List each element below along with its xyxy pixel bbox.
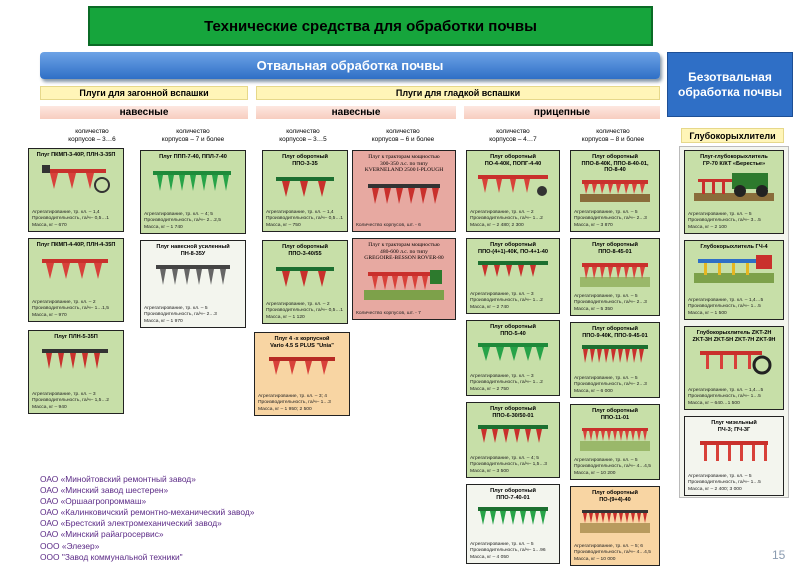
product-specs: Агрегатирование, тр. кл. – 5 Производительность, га/ч– 2…3 Масса, кг – 3 870 (574, 209, 647, 228)
loosener-image (696, 435, 772, 465)
product-card[interactable] (466, 402, 560, 478)
product-card[interactable] (684, 240, 784, 320)
product-title: Плуг оборотный ППО-(4+1)-40К, ПО-4+1-40 (478, 242, 548, 255)
plough-image (476, 169, 550, 199)
product-card[interactable] (684, 150, 784, 234)
product-card[interactable] (352, 150, 456, 232)
product-specs: Агрегатирование, тр. кл. – 2 Производительность, га/ч– 1…2 Масса, кг – 2 480; 2 300 (470, 209, 543, 228)
product-title: Глубокорыхлитель ГЧ-4 (700, 244, 768, 250)
product-card[interactable] (352, 238, 456, 320)
product-title: Плуг к тракторам мощностью 480-600 л.с. по типу GREGOIRE-BESSON ROVER-80 (364, 242, 444, 262)
smooth-plough-label: Плуги для гладкой вспашки (256, 86, 660, 100)
manufacturer-list (40, 474, 280, 563)
product-specs: Агрегатирование, тр. кл. – 5 Производительность, га/ч– 3…5 Масса, кг – 2 100 (688, 211, 761, 230)
product-card[interactable] (570, 238, 660, 316)
product-card[interactable] (466, 484, 560, 564)
product-card[interactable] (570, 486, 660, 566)
product-card[interactable] (466, 320, 560, 396)
product-card[interactable] (140, 150, 246, 234)
mounted-label-2: навесные (256, 106, 456, 119)
product-card[interactable] (28, 238, 124, 322)
product-title: Плуг чизельный ПЧ-3; ПЧ-3Г (711, 420, 757, 433)
plough-image (40, 251, 112, 285)
manufacturer-item: ООО «Элезер» (40, 540, 100, 551)
count-label-2: количество корпусов – 7 и более (161, 128, 225, 143)
product-card[interactable] (262, 240, 348, 324)
plough-image (476, 257, 550, 281)
plough-image (580, 341, 650, 367)
product-card[interactable] (28, 148, 124, 232)
product-title: Плуг оборотный ППО-5-40 (490, 324, 536, 337)
page-number: 15 (772, 548, 786, 562)
deep-loosener-label: Глубокорыхлители (681, 128, 784, 143)
product-title: Плуг оборотный ПО-4-40К, ПОПГ-4-40 (484, 154, 542, 167)
product-card[interactable] (466, 238, 560, 314)
product-card[interactable] (570, 150, 660, 232)
manufacturer-item: ОАО «Калинковичский ремонтно-механический завод» (40, 507, 255, 518)
plough-image (364, 264, 444, 300)
plough-image (580, 257, 650, 287)
product-specs: Агрегатирование, тр. кл. – 1,4…5 Производительность, га/ч– 1…5 Масса, кг – 1 500 (688, 297, 764, 316)
count-label-1: количество корпусов – 3…6 (68, 128, 116, 143)
plough-image (40, 343, 112, 375)
product-specs: Количество корпусов, шт. - 7 (356, 310, 421, 316)
product-title: Плуг оборотный ППО-11-01 (592, 408, 638, 421)
product-specs: Агрегатирование, тр. кл. – 1,4 Производительность, га/ч– 0,5…1 Масса, кг – 750 (266, 209, 343, 228)
product-specs: Агрегатирование, тр. кл. – 5 Производительность, га/ч– 1…96 Масса, кг – 4 050 (470, 541, 546, 560)
manufacturer-item: ООО "Завод коммунальной техники" (40, 551, 183, 562)
plough-image (580, 176, 650, 202)
zagon-plough-label: Плуги для загонной вспашки (40, 86, 248, 100)
product-title: Плуг ПКМП-3-40Р, ПЛН-3-35П (36, 152, 116, 158)
product-specs: Агрегатирование, тр. кл. – 3 Производительность, га/ч– 1,5…2 Масса, кг – 940 (32, 391, 109, 410)
product-card[interactable] (254, 332, 350, 416)
product-title: Плуг оборотный ППО-3-35 (282, 154, 328, 167)
product-card[interactable] (262, 150, 348, 232)
plough-image (476, 339, 550, 365)
plough-image (580, 423, 650, 451)
product-card[interactable] (684, 416, 784, 496)
product-title: Плуг оборотный ППО-9-40К, ППО-9-45-01 (582, 326, 648, 339)
plough-image (40, 161, 112, 195)
product-title: Плуг к тракторам мощностью 300-350 л.с. по типу KVERNELAND 2500 I-PLOUGH (364, 154, 444, 174)
product-specs: Агрегатирование, тр. кл. – 1,4 Производительность, га/ч– 0,5…1 Масса, кг – 670 (32, 209, 109, 228)
plough-image (580, 505, 650, 533)
product-specs: Агрегатирование, тр. кл. – 2 Производительность, га/ч– 0,5…1 Масса, кг – 1 120 (266, 301, 343, 320)
moldboardless-header: Безотвальная обработка почвы (667, 52, 793, 117)
plough-image (152, 259, 234, 293)
product-title: Плуг ПКМП-4-40Р, ПЛН-4-35П (36, 242, 116, 248)
product-title: Плуг-глубокорыхлитель ГР-70 К/КТ «Берестье» (700, 154, 768, 167)
product-specs: Агрегатирование, тр. кл. – 3 Производительность, га/ч– 1…2 Масса, кг – 2 750 (470, 373, 543, 392)
manufacturer-item: ОАО «Брестский электромеханический завод» (40, 518, 222, 529)
count-label-5: количество корпусов – 4…7 (489, 128, 537, 143)
product-card[interactable] (466, 150, 560, 232)
product-card[interactable] (684, 326, 784, 410)
manufacturer-item: ОАО «Минский райагросервис» (40, 529, 164, 540)
plough-image (272, 259, 338, 293)
product-title: Плуг оборотный ППО-7-40-01 (490, 488, 536, 501)
count-label-6: количество корпусов – 8 и более (581, 128, 645, 143)
page-title: Технические средства для обработки почвы (88, 6, 653, 46)
plough-image (476, 421, 550, 447)
product-title: Плуг оборотный ППО-8-40К, ППО-8-40-01, ПО-8-40 (581, 154, 649, 174)
product-specs: Агрегатирование, тр. кл. – 4; 5 Производительность, га/ч– 1,5…3 Масса, кг – 3 500 (470, 455, 547, 474)
product-specs: Агрегатирование, тр. кл. – 1,4…5 Производительность, га/ч– 1…5 Масса, кг – 640…1 500 (688, 387, 764, 406)
plough-image (272, 169, 338, 203)
plough-image (476, 503, 550, 529)
plough-image (151, 163, 235, 199)
product-specs: Агрегатирование, тр. кл. – 3; 4 Производительность, га/ч– 1…3 Масса, кг – 1 950; 2 500 (258, 393, 331, 412)
manufacturer-item: ОАО «Минский завод шестерен» (40, 485, 169, 496)
product-title: Плуг 4 -х корпусной Vario 4.5 S PLUS "Unia" (270, 336, 334, 349)
product-card[interactable] (140, 240, 246, 328)
count-label-4: количество корпусов – 6 и более (371, 128, 435, 143)
product-title: Плуг оборотный ПО-(9+4)-40 (592, 490, 638, 503)
product-title: Плуг навесной усиленный ПН-8-35У (156, 244, 230, 257)
mounted-label-1: навесные (40, 106, 248, 119)
product-specs: Агрегатирование, тр. кл. – 5; 6 Производительность, га/ч– 4…4,5 Масса, кг – 10 000 (574, 543, 651, 562)
product-specs: Агрегатирование, тр. кл. – 5 Производительность, га/ч– 4…4,5 Масса, кг – 10 200 (574, 457, 651, 476)
plough-image (364, 176, 444, 212)
count-label-3: количество корпусов – 3…5 (279, 128, 327, 143)
loosener-image (696, 345, 772, 375)
loosener-image (694, 253, 774, 283)
product-card[interactable] (28, 330, 124, 414)
product-title: Глубокорыхлитель ZKT-2Н ZKT-3Н ZKT-5Н ZKT-7Н ZKT-9Н (692, 330, 776, 343)
product-title: Плуг оборотный ППО-8-45-01 (592, 242, 638, 255)
trailed-label: прицепные (464, 106, 660, 119)
product-specs: Агрегатирование, тр. кл. – 5 Производительность, га/ч– 2…3 Масса, кг – 6 000 (574, 375, 647, 394)
product-title: Плуг оборотный ППО-6-30/50-01 (490, 406, 536, 419)
product-specs: Агрегатирование, тр. кл. – 5 Производительность, га/ч– 1…5 Масса, кг – 2 400; 3 000 (688, 473, 761, 492)
product-specs: Агрегатирование, тр. кл. – 5 Производительность, га/ч– 2…3 Масса, кг – 5 350 (574, 293, 647, 312)
product-specs: Агрегатирование, тр. кл. – 4; 5 Производительность, га/ч– 2…2,5 Масса, кг – 1 740 (144, 211, 221, 230)
product-specs: Количество корпусов, шт. - 6 (356, 222, 421, 228)
product-card[interactable] (570, 404, 660, 480)
plough-image (265, 351, 339, 381)
product-title: Плуг ППП-7-40, ППЛ-7-40 (159, 154, 227, 160)
manufacturer-item: ОАО «Минойтовский ремонтный завод» (40, 474, 196, 484)
product-card[interactable] (570, 322, 660, 398)
product-title: Плуг оборотный ППО-3-40/55 (282, 244, 328, 257)
manufacturer-item: ОАО «Оршаагропроммаш» (40, 496, 147, 507)
product-specs: Агрегатирование, тр. кл. – 2 Производительность, га/ч– 1…1,5 Масса, кг – 970 (32, 299, 109, 318)
product-title: Плуг ПЛН-5-35П (54, 334, 98, 340)
loosener-image (694, 169, 774, 201)
moldboard-header: Отвальная обработка почвы (40, 52, 660, 79)
product-specs: Агрегатирование, тр. кл. – 3 Производительность, га/ч– 1…2 Масса, кг – 2 740 (470, 291, 543, 310)
product-specs: Агрегатирование, тр. кл. – 5 Производительность, га/ч– 2…3 Масса, кг – 1 970 (144, 305, 217, 324)
